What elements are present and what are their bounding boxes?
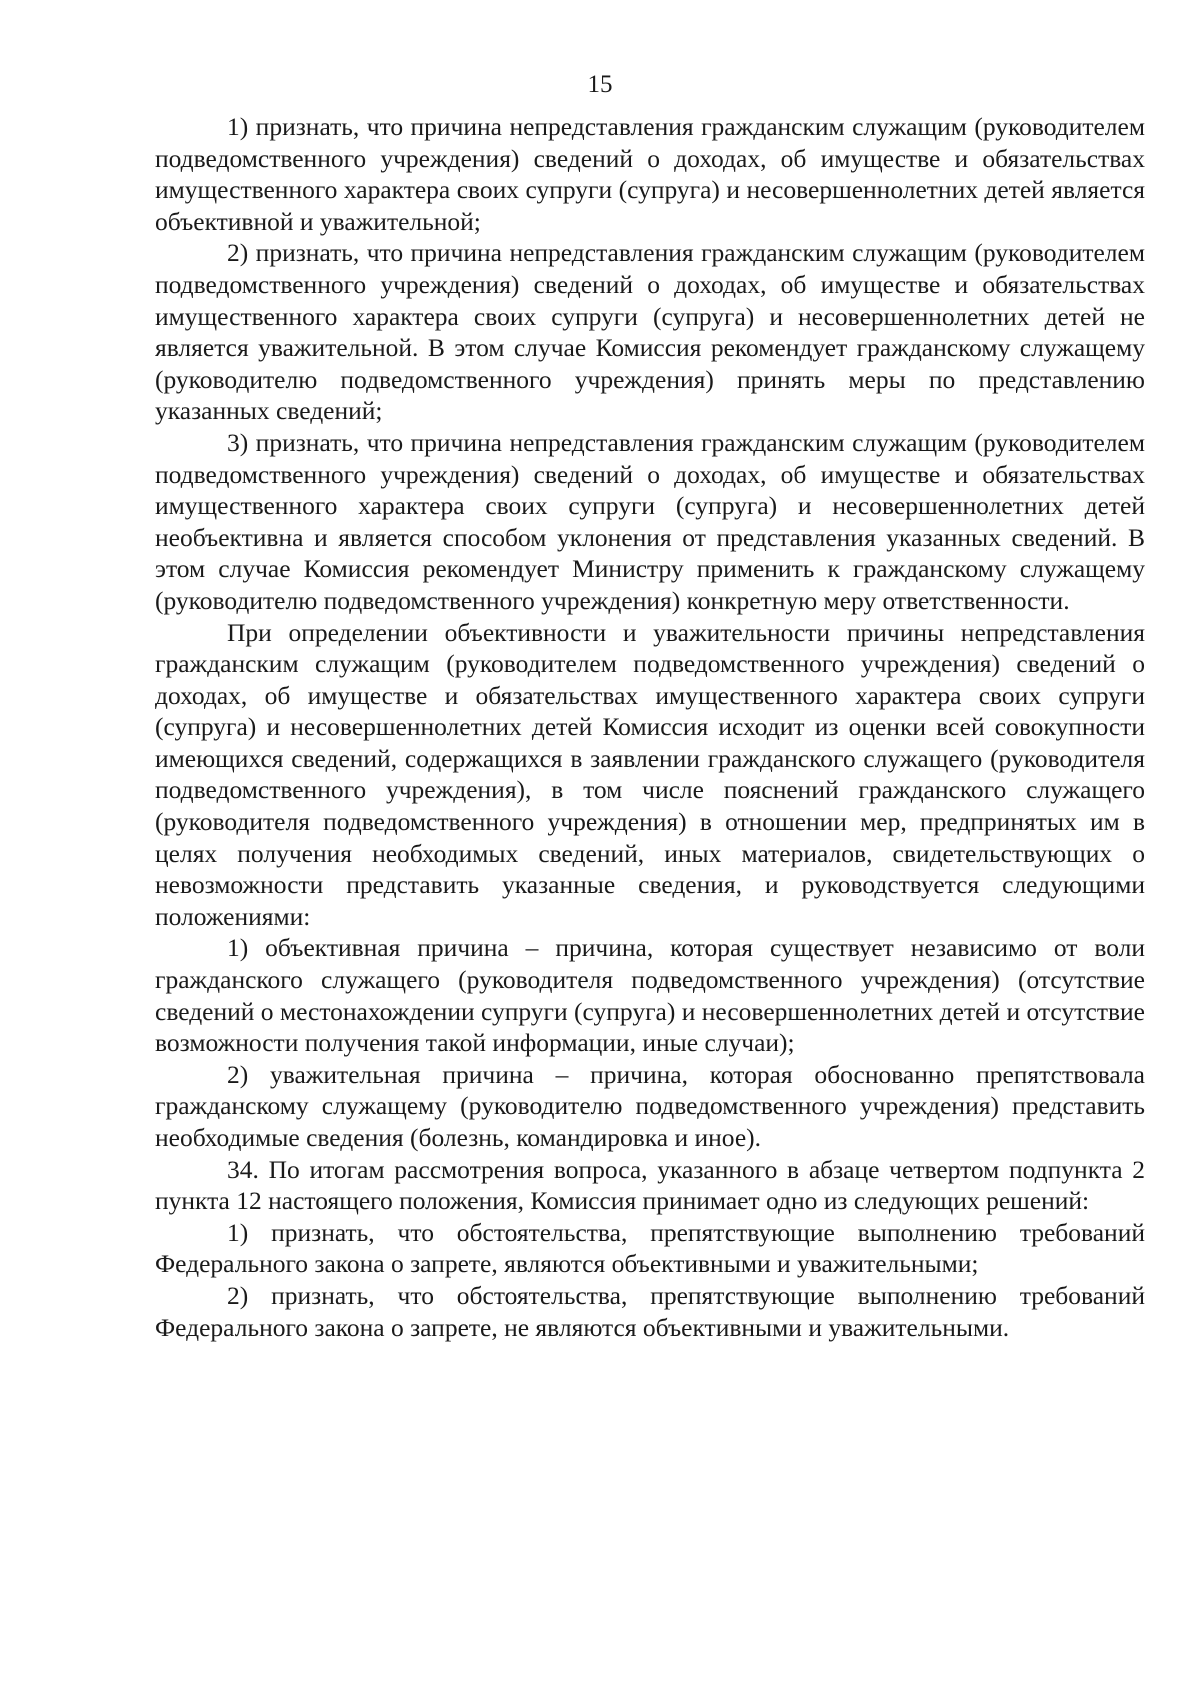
paragraph-item-3-recognize-evasion: 3) признать, что причина непредставления гражданским служащим (руководителем подведомственного учреждения) сведений о доходах, об имуществе и обязательствах имущественного характера своих супруги (супруга) и несовершеннолетних детей необъективна и является способом уклонения от представления указанных сведений. В этом случае Комиссия рекомендует Министру применить к гражданскому служащему (руководителю подведомственного учреждения) конкретную меру ответственности. bbox=[155, 427, 1145, 615]
paragraph-determination-criteria: При определении объективности и уважительности причины непредставления гражданским служащим (руководителем подведомственного учреждения) сведений о доходах, об имуществе и обязательствах имущественного характера своих супруги (супруга) и несовершеннолетних детей Комиссия исходит из оценки всей совокупности имеющихся сведений, содержащихся в заявлении гражданского служащего (руководителя подведомственного учреждения), в том числе пояснений гражданского служащего (руководителя подведомственного учреждения) в отношении мер, предпринятых им в целях получения необходимых сведений, иных материалов, свидетельствующих о невозможности представить указанные сведения, и руководствуется следующими положениями: bbox=[155, 617, 1145, 931]
paragraph-section-34-item-2: 2) признать, что обстоятельства, препятствующие выполнению требований Федерального закона о запрете, не являются объективными и уважительными. bbox=[155, 1280, 1145, 1342]
paragraph-objective-reason-definition: 1) объективная причина – причина, которая существует независимо от воли гражданского служащего (руководителя подведомственного учреждения) (отсутствие сведений о местонахождении супруги (супруга) и несовершеннолетних детей и отсутствие возможности получения такой информации, иные случаи); bbox=[155, 933, 1145, 1058]
paragraph-item-2-recognize-not-valid: 2) признать, что причина непредставления гражданским служащим (руководителем подведомственного учреждения) сведений о доходах, об имуществе и обязательствах имущественного характера своих супруги (супруга) и несовершеннолетних детей не является уважительной. В этом случае Комиссия рекомендует гражданскому служащему (руководителю подведомственного учреждения) принять меры по представлению указанных сведений; bbox=[155, 238, 1145, 426]
document-body bbox=[155, 111, 1145, 1343]
page-number: 15 bbox=[587, 71, 613, 98]
paragraph-valid-reason-definition: 2) уважительная причина – причина, которая обоснованно препятствовала гражданскому служащему (руководителю подведомственного учреждения) представить необходимые сведения (болезнь, командировка и иное). bbox=[155, 1059, 1145, 1152]
paragraph-section-34-item-1: 1) признать, что обстоятельства, препятствующие выполнению требований Федерального закона о запрете, являются объективными и уважительными; bbox=[155, 1217, 1145, 1279]
paragraph-section-34: 34. По итогам рассмотрения вопроса, указанного в абзаце четвертом подпункта 2 пункта 12 настоящего положения, Комиссия принимает одно из следующих решений: bbox=[155, 1154, 1145, 1216]
paragraph-item-1-recognize-objective: 1) признать, что причина непредставления гражданским служащим (руководителем подведомственного учреждения) сведений о доходах, об имуществе и обязательствах имущественного характера своих супруги (супруга) и несовершеннолетних детей является объективной и уважительной; bbox=[155, 112, 1145, 236]
